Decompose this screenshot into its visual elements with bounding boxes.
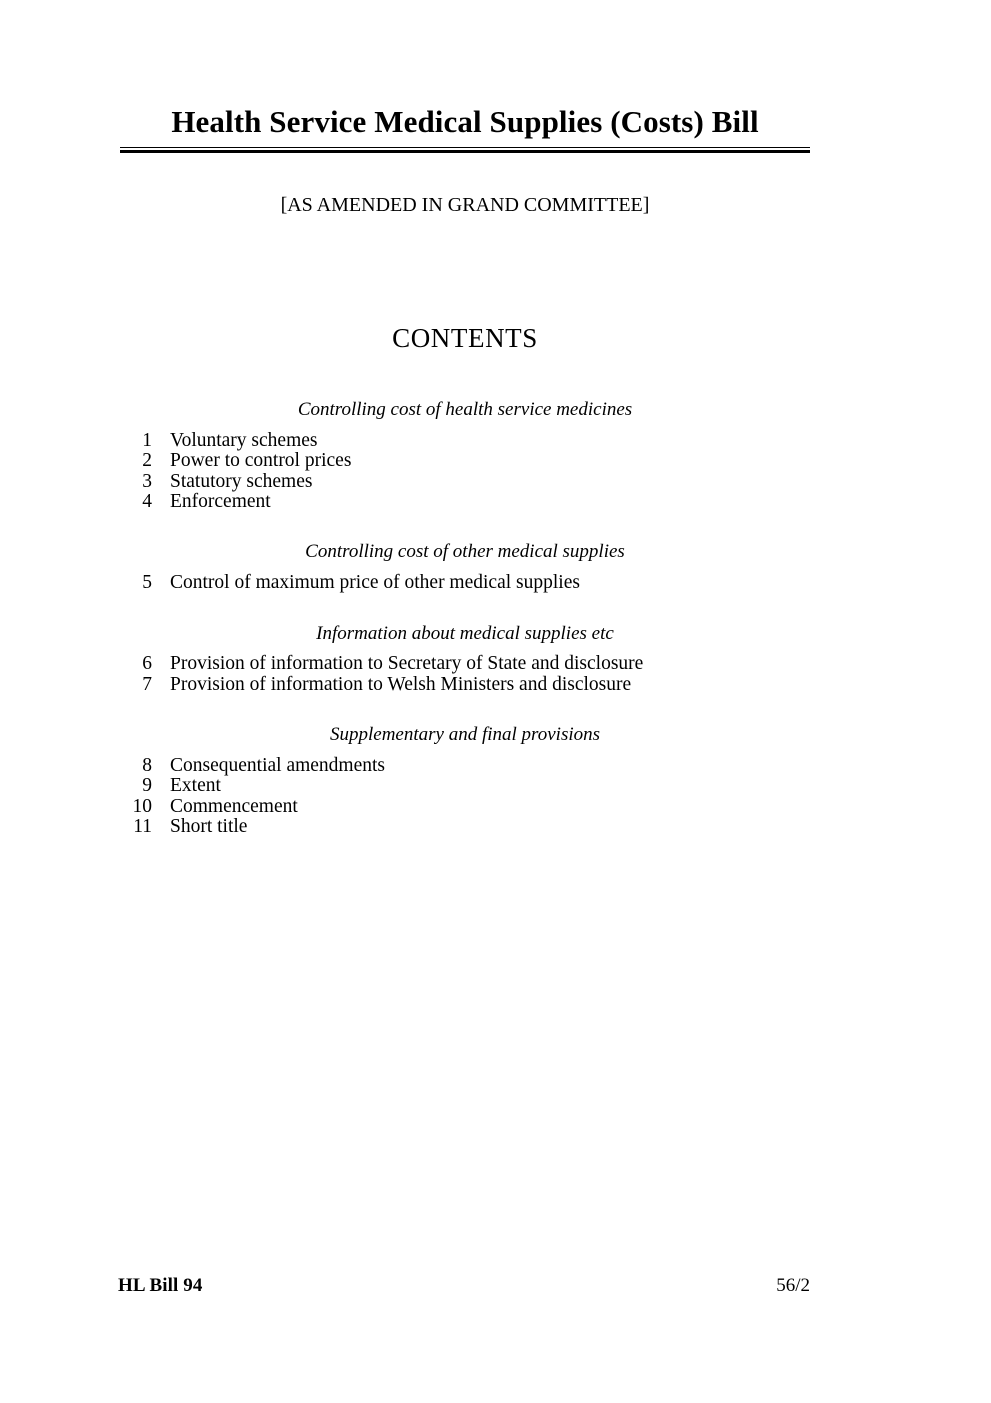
toc-item-label: Enforcement (170, 490, 271, 512)
toc-item-label: Commencement (170, 795, 298, 817)
toc-item[interactable] (120, 776, 810, 796)
toc-item-label: Provision of information to Welsh Ministers and disclosure (170, 673, 632, 695)
page-code: 56/2 (776, 1275, 810, 1296)
toc-list (120, 756, 810, 838)
toc-item-number: 6 (142, 653, 152, 675)
contents-heading: CONTENTS (392, 323, 538, 353)
toc-item-number: 7 (142, 673, 152, 695)
toc-section (120, 723, 810, 837)
toc-list (120, 573, 810, 593)
toc-list (120, 431, 810, 513)
toc-item-label: Short title (170, 816, 248, 838)
toc-item-number: 5 (142, 572, 152, 594)
toc-item[interactable] (120, 451, 810, 471)
toc-section (120, 540, 810, 593)
title-double-rule (120, 147, 810, 153)
toc-list (120, 654, 810, 695)
toc-item[interactable] (120, 431, 810, 451)
toc-item-label: Provision of information to Secretary of State and disclosure (170, 653, 644, 675)
toc-item-number: 3 (142, 470, 152, 492)
toc-section-heading: Controlling cost of other medical supplies (305, 541, 625, 563)
toc-item-number: 1 (142, 429, 152, 451)
title-block (120, 104, 810, 153)
toc-section-heading: Controlling cost of health service medicines (297, 399, 633, 420)
toc-item-label: Control of maximum price of other medical supplies (170, 572, 580, 594)
toc-section (120, 622, 810, 696)
toc-item-label: Extent (170, 775, 221, 797)
toc-item[interactable] (120, 797, 810, 817)
bill-reference: HL Bill 94 (118, 1275, 203, 1296)
toc-item-number: 10 (132, 795, 152, 817)
toc-item[interactable] (120, 756, 810, 776)
toc-item-number: 9 (142, 775, 152, 797)
toc-item[interactable] (120, 675, 810, 695)
toc-item[interactable] (120, 573, 810, 593)
toc-item[interactable] (120, 492, 810, 512)
page-footer (118, 1275, 810, 1298)
toc-item-label: Power to control prices (170, 450, 352, 472)
toc-item-label: Consequential amendments (170, 754, 385, 776)
toc-item[interactable] (120, 654, 810, 674)
toc-section-heading: Information about medical supplies etc (316, 622, 614, 644)
toc-section (120, 398, 810, 512)
amendment-note: [AS AMENDED IN GRAND COMMITTEE] (280, 194, 650, 216)
rule-thick (120, 150, 810, 153)
toc-item-label: Voluntary schemes (170, 429, 318, 451)
table-of-contents (120, 398, 810, 837)
toc-item-number: 11 (133, 816, 152, 838)
toc-section-heading: Supplementary and final provisions (329, 724, 601, 746)
page-title: Health Service Medical Supplies (Costs) Bill (171, 104, 759, 139)
toc-item-label: Statutory schemes (170, 470, 313, 492)
toc-item[interactable] (120, 817, 810, 837)
toc-item-number: 8 (142, 754, 152, 776)
toc-item-number: 2 (142, 450, 152, 472)
toc-item-number: 4 (142, 490, 152, 512)
toc-item[interactable] (120, 472, 810, 492)
